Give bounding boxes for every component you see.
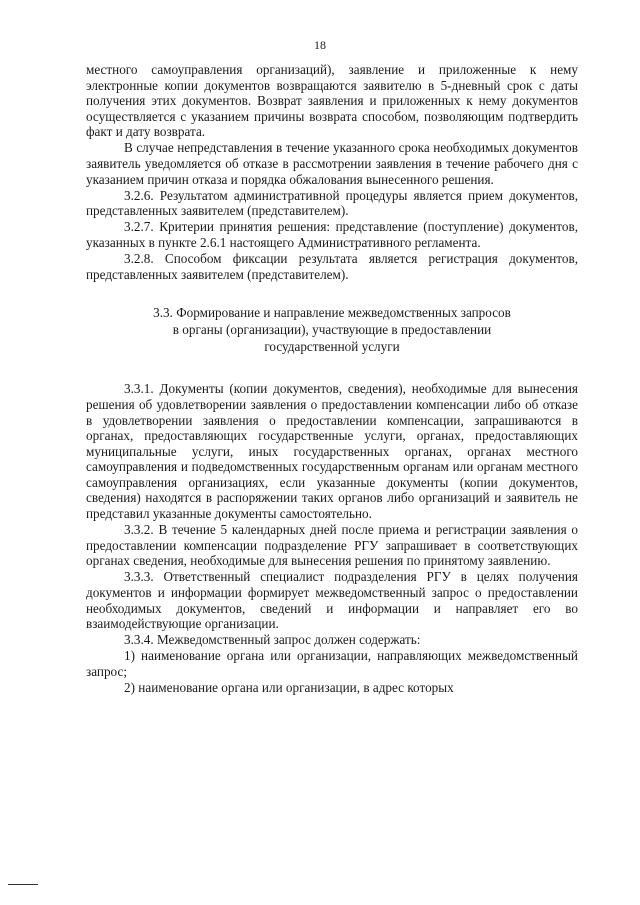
paragraphs-after xyxy=(86,381,578,695)
paragraph: 3.3.2. В течение 5 календарных дней после приема и регистрации заявления о предоставлении компенсации подразделение РГУ запрашивает в соответствующих органах сведения, необходимые для вынесения решения по принятому заявлению. xyxy=(86,522,578,569)
paragraph: 3.3.1. Документы (копии документов, сведения), необходимые для вынесения решения об удовлетворении заявления о предоставлении компенсации либо об отказе в удовлетворении заявления о предоставлении компенсации, запрашиваются в органах, предоставляющих государственные услуги, органах, предоставляющих муниципальные услуги, иных государственных органах, органах местного самоуправления и подведомственных государственным органам или органам местного самоуправления организациях, если указанные документы (копии документов, сведения) находятся в распоряжении таких органов либо организаций и заявитель не представил указанные документы самостоятельно. xyxy=(86,381,578,522)
section-heading-line: 3.3. Формирование и направление межведомственных запросов xyxy=(153,305,511,321)
paragraph: 3.2.8. Способом фиксации результата является регистрация документов, представленных заявителем (представителем). xyxy=(86,251,578,282)
document-body xyxy=(86,62,578,696)
paragraph: 3.3.3. Ответственный специалист подразделения РГУ в целях получения документов и информации формирует межведомственный запрос о предоставлении необходимых документов, сведений и информации и направляет его во взаимодействующие организации. xyxy=(86,569,578,632)
paragraph: 3.2.7. Критерии принятия решения: представление (поступление) документов, указанных в пункте 2.6.1 настоящего Административного регламента. xyxy=(86,219,578,251)
paragraph: 3.3.4. Межведомственный запрос должен содержать: xyxy=(124,632,421,648)
section-heading-line: государственной услуги xyxy=(264,339,400,355)
footnote-divider xyxy=(8,884,38,885)
section-heading xyxy=(86,304,578,355)
paragraph: 3.2.6. Результатом административной процедуры является прием документов, представленных заявителем (представителем). xyxy=(86,187,578,219)
paragraphs-before xyxy=(86,62,578,282)
paragraph: 1) наименование органа или организации, направляющих межведомственный запрос; xyxy=(86,648,578,679)
paragraph: местного самоуправления организаций), заявление и приложенные к нему электронные копии документов возвращаются заявителю в 5-дневный срок с даты получения этих документов. Возврат заявления и приложенных к нему документов осуществляется с указанием причины возврата способом, позволяющим подтвердить факт и дату возврата. xyxy=(86,62,578,140)
page-number: 18 xyxy=(314,38,326,52)
paragraph: 2) наименование органа или организации, в адрес которых xyxy=(124,680,454,696)
paragraph: В случае непредставления в течение указанного срока необходимых документов заявитель уведомляется об отказе в рассмотрении заявления в течение рабочего дня с указанием причин отказа и порядка обжалования вынесенного решения. xyxy=(86,140,578,187)
section-heading-line: в органы (организации), участвующие в предоставлении xyxy=(172,322,492,338)
